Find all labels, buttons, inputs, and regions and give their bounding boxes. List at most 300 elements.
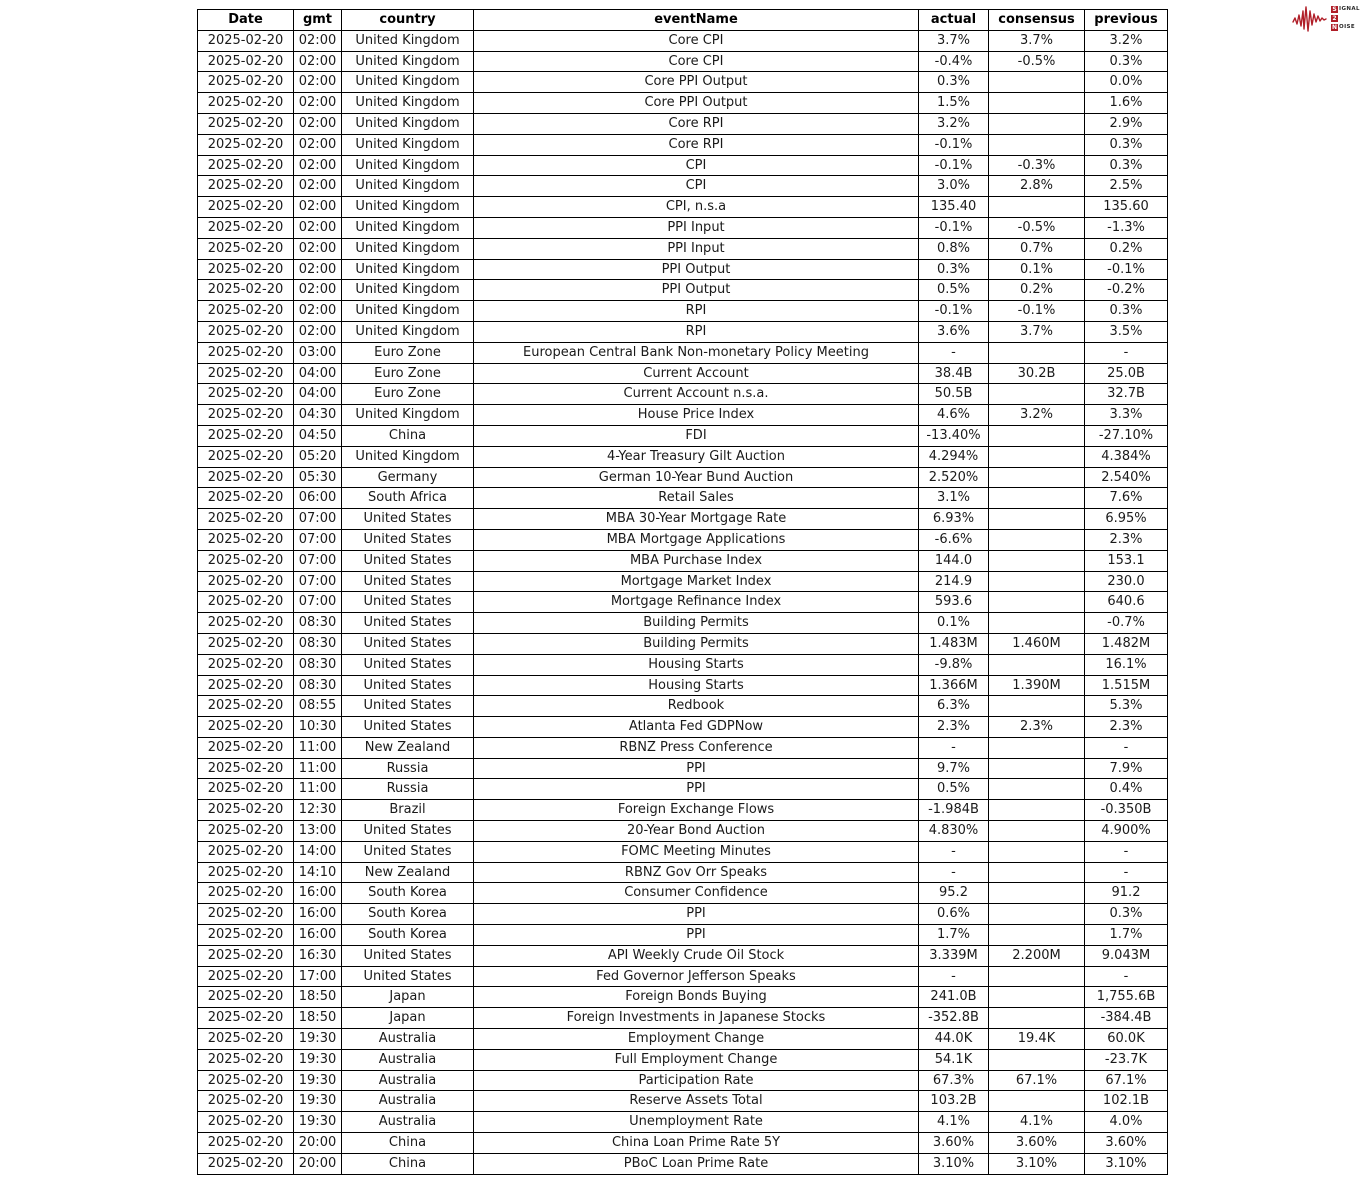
table-cell-date: 2025-02-20 — [198, 862, 294, 883]
table-cell-actual: 2.520% — [919, 467, 989, 488]
table-cell-consensus — [989, 113, 1085, 134]
table-cell-consensus: 67.1% — [989, 1070, 1085, 1091]
table-cell-consensus: 30.2B — [989, 363, 1085, 384]
table-cell-eventname: China Loan Prime Rate 5Y — [474, 1133, 919, 1154]
table-cell-gmt: 11:00 — [294, 758, 342, 779]
table-cell-previous: 9.043M — [1085, 945, 1168, 966]
table-cell-date: 2025-02-20 — [198, 280, 294, 301]
table-cell-date: 2025-02-20 — [198, 1029, 294, 1050]
table-cell-actual: 1.5% — [919, 93, 989, 114]
table-cell-previous: 153.1 — [1085, 550, 1168, 571]
table-cell-country: Euro Zone — [342, 384, 474, 405]
table-cell-actual: 0.8% — [919, 238, 989, 259]
table-cell-eventname: API Weekly Crude Oil Stock — [474, 945, 919, 966]
table-cell-country: Australia — [342, 1091, 474, 1112]
table-cell-country: United Kingdom — [342, 72, 474, 93]
table-cell-eventname: Core CPI — [474, 51, 919, 72]
table-cell-actual: -13.40% — [919, 425, 989, 446]
table-row — [198, 821, 1168, 842]
table-cell-gmt: 04:30 — [294, 405, 342, 426]
table-cell-date: 2025-02-20 — [198, 1091, 294, 1112]
table-cell-date: 2025-02-20 — [198, 259, 294, 280]
table-cell-gmt: 02:00 — [294, 197, 342, 218]
table-cell-date: 2025-02-20 — [198, 113, 294, 134]
table-row — [198, 592, 1168, 613]
table-cell-date: 2025-02-20 — [198, 467, 294, 488]
table-cell-previous: - — [1085, 342, 1168, 363]
table-cell-previous: 3.5% — [1085, 321, 1168, 342]
table-cell-previous: 2.3% — [1085, 717, 1168, 738]
table-row — [198, 800, 1168, 821]
table-cell-previous: -23.7K — [1085, 1049, 1168, 1070]
table-row — [198, 467, 1168, 488]
table-cell-previous: 4.384% — [1085, 446, 1168, 467]
column-header-country: country — [342, 10, 474, 31]
table-cell-previous: 0.3% — [1085, 155, 1168, 176]
table-cell-eventname: PPI Output — [474, 259, 919, 280]
table-cell-gmt: 04:00 — [294, 384, 342, 405]
table-cell-eventname: Building Permits — [474, 613, 919, 634]
table-cell-gmt: 04:00 — [294, 363, 342, 384]
table-cell-actual: -352.8B — [919, 1008, 989, 1029]
table-row — [198, 904, 1168, 925]
table-row — [198, 342, 1168, 363]
table-cell-consensus — [989, 883, 1085, 904]
table-cell-gmt: 20:00 — [294, 1153, 342, 1174]
table-row — [198, 155, 1168, 176]
table-cell-country: United Kingdom — [342, 176, 474, 197]
table-cell-date: 2025-02-20 — [198, 509, 294, 530]
table-cell-consensus: 3.7% — [989, 321, 1085, 342]
table-cell-date: 2025-02-20 — [198, 1112, 294, 1133]
table-cell-eventname: Current Account n.s.a. — [474, 384, 919, 405]
table-cell-date: 2025-02-20 — [198, 1153, 294, 1174]
table-cell-country: United Kingdom — [342, 259, 474, 280]
table-cell-gmt: 16:00 — [294, 904, 342, 925]
table-cell-gmt: 02:00 — [294, 301, 342, 322]
table-cell-country: United States — [342, 696, 474, 717]
table-cell-previous: 135.60 — [1085, 197, 1168, 218]
table-cell-previous: 0.3% — [1085, 134, 1168, 155]
table-row — [198, 1112, 1168, 1133]
table-cell-actual: -1.984B — [919, 800, 989, 821]
table-cell-consensus: 0.7% — [989, 238, 1085, 259]
table-cell-actual: - — [919, 966, 989, 987]
table-cell-actual: -0.1% — [919, 134, 989, 155]
table-cell-date: 2025-02-20 — [198, 675, 294, 696]
table-cell-country: South Africa — [342, 488, 474, 509]
table-cell-gmt: 16:30 — [294, 945, 342, 966]
table-cell-gmt: 07:00 — [294, 592, 342, 613]
table-cell-previous: -27.10% — [1085, 425, 1168, 446]
table-cell-country: Japan — [342, 1008, 474, 1029]
table-cell-consensus: -0.5% — [989, 217, 1085, 238]
table-row — [198, 696, 1168, 717]
table-row — [198, 675, 1168, 696]
table-cell-actual: -6.6% — [919, 529, 989, 550]
table-cell-gmt: 05:20 — [294, 446, 342, 467]
table-cell-date: 2025-02-20 — [198, 342, 294, 363]
table-cell-country: United Kingdom — [342, 301, 474, 322]
table-cell-previous: 0.4% — [1085, 779, 1168, 800]
table-cell-date: 2025-02-20 — [198, 72, 294, 93]
table-cell-date: 2025-02-20 — [198, 571, 294, 592]
table-cell-gmt: 16:00 — [294, 925, 342, 946]
table-cell-country: Australia — [342, 1112, 474, 1133]
table-cell-previous: 4.0% — [1085, 1112, 1168, 1133]
table-cell-actual: 241.0B — [919, 987, 989, 1008]
table-cell-eventname: European Central Bank Non-monetary Policy Meeting — [474, 342, 919, 363]
table-cell-eventname: FDI — [474, 425, 919, 446]
table-cell-actual: 67.3% — [919, 1070, 989, 1091]
table-row — [198, 654, 1168, 675]
table-cell-gmt: 02:00 — [294, 280, 342, 301]
table-cell-date: 2025-02-20 — [198, 613, 294, 634]
table-cell-actual: 0.3% — [919, 259, 989, 280]
table-cell-consensus — [989, 592, 1085, 613]
table-row — [198, 134, 1168, 155]
logo-text — [1331, 5, 1360, 31]
table-cell-country: United States — [342, 654, 474, 675]
table-cell-country: United States — [342, 945, 474, 966]
table-row — [198, 1008, 1168, 1029]
table-cell-actual: - — [919, 342, 989, 363]
table-cell-date: 2025-02-20 — [198, 717, 294, 738]
table-row — [198, 30, 1168, 51]
table-cell-consensus — [989, 529, 1085, 550]
table-cell-gmt: 12:30 — [294, 800, 342, 821]
table-cell-eventname: MBA Purchase Index — [474, 550, 919, 571]
logo-line-noise — [1331, 23, 1360, 31]
table-cell-gmt: 19:30 — [294, 1049, 342, 1070]
table-cell-actual: 44.0K — [919, 1029, 989, 1050]
table-cell-previous: 1.482M — [1085, 633, 1168, 654]
table-cell-actual: - — [919, 737, 989, 758]
table-cell-previous: 6.95% — [1085, 509, 1168, 530]
table-cell-eventname: Core RPI — [474, 113, 919, 134]
table-cell-eventname: PPI — [474, 779, 919, 800]
table-cell-consensus — [989, 550, 1085, 571]
table-cell-country: Australia — [342, 1049, 474, 1070]
table-cell-country: South Korea — [342, 883, 474, 904]
table-row — [198, 737, 1168, 758]
table-cell-eventname: CPI — [474, 176, 919, 197]
table-cell-previous: 3.60% — [1085, 1133, 1168, 1154]
table-row — [198, 966, 1168, 987]
table-cell-date: 2025-02-20 — [198, 134, 294, 155]
table-cell-previous: 0.2% — [1085, 238, 1168, 259]
table-cell-actual: -0.4% — [919, 51, 989, 72]
table-cell-previous: 0.3% — [1085, 301, 1168, 322]
table-cell-country: United States — [342, 717, 474, 738]
table-row — [198, 301, 1168, 322]
table-cell-consensus — [989, 509, 1085, 530]
table-cell-actual: 6.93% — [919, 509, 989, 530]
logo-line-2 — [1331, 14, 1360, 22]
table-cell-actual: 54.1K — [919, 1049, 989, 1070]
table-cell-gmt: 19:30 — [294, 1091, 342, 1112]
table-cell-consensus — [989, 654, 1085, 675]
table-row — [198, 425, 1168, 446]
logo-letterbox-s: S — [1332, 5, 1337, 13]
table-cell-eventname: MBA 30-Year Mortgage Rate — [474, 509, 919, 530]
table-cell-eventname: Full Employment Change — [474, 1049, 919, 1070]
column-header-consensus: consensus — [989, 10, 1085, 31]
table-cell-gmt: 04:50 — [294, 425, 342, 446]
table-cell-actual: 3.7% — [919, 30, 989, 51]
table-cell-country: Euro Zone — [342, 342, 474, 363]
table-cell-gmt: 07:00 — [294, 571, 342, 592]
table-cell-eventname: CPI, n.s.a — [474, 197, 919, 218]
table-row — [198, 113, 1168, 134]
table-cell-consensus — [989, 425, 1085, 446]
table-row — [198, 259, 1168, 280]
table-cell-country: Euro Zone — [342, 363, 474, 384]
table-cell-previous: - — [1085, 841, 1168, 862]
table-row — [198, 925, 1168, 946]
table-row — [198, 72, 1168, 93]
table-cell-country: South Korea — [342, 925, 474, 946]
table-cell-eventname: PPI — [474, 925, 919, 946]
table-cell-date: 2025-02-20 — [198, 654, 294, 675]
table-row — [198, 1029, 1168, 1050]
table-cell-country: Australia — [342, 1029, 474, 1050]
table-cell-consensus: 3.7% — [989, 30, 1085, 51]
table-cell-date: 2025-02-20 — [198, 488, 294, 509]
table-cell-country: South Korea — [342, 904, 474, 925]
table-cell-gmt: 02:00 — [294, 238, 342, 259]
table-row — [198, 1070, 1168, 1091]
table-cell-previous: - — [1085, 862, 1168, 883]
table-cell-eventname: FOMC Meeting Minutes — [474, 841, 919, 862]
table-cell-consensus — [989, 800, 1085, 821]
table-cell-country: United States — [342, 675, 474, 696]
table-cell-eventname: RPI — [474, 301, 919, 322]
table-cell-consensus — [989, 821, 1085, 842]
table-cell-gmt: 08:30 — [294, 675, 342, 696]
table-cell-actual: 3.0% — [919, 176, 989, 197]
table-cell-eventname: Participation Rate — [474, 1070, 919, 1091]
table-cell-actual: 0.3% — [919, 72, 989, 93]
table-cell-gmt: 02:00 — [294, 93, 342, 114]
table-cell-previous: -0.7% — [1085, 613, 1168, 634]
table-row — [198, 945, 1168, 966]
column-header-eventname: eventName — [474, 10, 919, 31]
table-cell-previous: -0.350B — [1085, 800, 1168, 821]
table-cell-consensus — [989, 987, 1085, 1008]
table-cell-consensus — [989, 134, 1085, 155]
table-cell-gmt: 07:00 — [294, 529, 342, 550]
table-cell-eventname: Current Account — [474, 363, 919, 384]
table-cell-gmt: 08:55 — [294, 696, 342, 717]
table-cell-country: New Zealand — [342, 737, 474, 758]
table-cell-eventname: 20-Year Bond Auction — [474, 821, 919, 842]
table-cell-country: United Kingdom — [342, 93, 474, 114]
table-cell-actual: 144.0 — [919, 550, 989, 571]
table-cell-eventname: PPI — [474, 758, 919, 779]
table-cell-country: United Kingdom — [342, 446, 474, 467]
table-cell-eventname: Foreign Investments in Japanese Stocks — [474, 1008, 919, 1029]
table-cell-previous: 640.6 — [1085, 592, 1168, 613]
table-cell-consensus: -0.3% — [989, 155, 1085, 176]
table-row — [198, 363, 1168, 384]
table-cell-previous: 1.6% — [1085, 93, 1168, 114]
table-cell-country: Russia — [342, 758, 474, 779]
table-cell-date: 2025-02-20 — [198, 217, 294, 238]
table-cell-country: United Kingdom — [342, 217, 474, 238]
table-cell-eventname: Reserve Assets Total — [474, 1091, 919, 1112]
table-cell-previous: -0.1% — [1085, 259, 1168, 280]
table-row — [198, 1091, 1168, 1112]
table-cell-consensus — [989, 841, 1085, 862]
table-cell-gmt: 03:00 — [294, 342, 342, 363]
table-cell-consensus: 2.200M — [989, 945, 1085, 966]
table-cell-eventname: German 10-Year Bund Auction — [474, 467, 919, 488]
table-cell-gmt: 19:30 — [294, 1070, 342, 1091]
table-cell-eventname: Core PPI Output — [474, 72, 919, 93]
table-cell-country: United States — [342, 613, 474, 634]
table-cell-previous: 2.540% — [1085, 467, 1168, 488]
table-cell-gmt: 17:00 — [294, 966, 342, 987]
table-cell-gmt: 19:30 — [294, 1112, 342, 1133]
table-cell-eventname: PPI — [474, 904, 919, 925]
table-cell-eventname: Core CPI — [474, 30, 919, 51]
table-cell-gmt: 16:00 — [294, 883, 342, 904]
table-cell-date: 2025-02-20 — [198, 966, 294, 987]
table-cell-previous: 3.10% — [1085, 1153, 1168, 1174]
table-cell-actual: 1.366M — [919, 675, 989, 696]
table-cell-date: 2025-02-20 — [198, 321, 294, 342]
waveform-icon — [1292, 2, 1334, 34]
table-cell-actual: 9.7% — [919, 758, 989, 779]
table-cell-country: New Zealand — [342, 862, 474, 883]
table-cell-actual: 6.3% — [919, 696, 989, 717]
table-cell-actual: 135.40 — [919, 197, 989, 218]
table-cell-actual: 4.294% — [919, 446, 989, 467]
table-cell-actual: 3.2% — [919, 113, 989, 134]
table-row — [198, 758, 1168, 779]
table-cell-actual: 3.1% — [919, 488, 989, 509]
table-cell-country: Australia — [342, 1070, 474, 1091]
table-cell-gmt: 02:00 — [294, 72, 342, 93]
table-cell-gmt: 14:10 — [294, 862, 342, 883]
table-cell-previous: 60.0K — [1085, 1029, 1168, 1050]
table-cell-date: 2025-02-20 — [198, 883, 294, 904]
signal2noise-logo — [1292, 2, 1360, 34]
table-cell-gmt: 19:30 — [294, 1029, 342, 1050]
table-cell-consensus — [989, 966, 1085, 987]
column-header-date: Date — [198, 10, 294, 31]
table-cell-actual: 1.7% — [919, 925, 989, 946]
table-row — [198, 51, 1168, 72]
table-cell-country: United Kingdom — [342, 113, 474, 134]
table-cell-country: United Kingdom — [342, 30, 474, 51]
table-row — [198, 384, 1168, 405]
table-cell-country: United States — [342, 592, 474, 613]
table-cell-country: China — [342, 1153, 474, 1174]
table-cell-consensus: -0.5% — [989, 51, 1085, 72]
table-cell-date: 2025-02-20 — [198, 405, 294, 426]
table-cell-consensus — [989, 613, 1085, 634]
table-cell-consensus — [989, 758, 1085, 779]
table-cell-previous: 102.1B — [1085, 1091, 1168, 1112]
table-cell-country: Germany — [342, 467, 474, 488]
table-cell-consensus — [989, 1091, 1085, 1112]
table-cell-date: 2025-02-20 — [198, 363, 294, 384]
table-cell-country: Russia — [342, 779, 474, 800]
table-cell-eventname: PPI Input — [474, 238, 919, 259]
table-cell-gmt: 02:00 — [294, 176, 342, 197]
table-cell-date: 2025-02-20 — [198, 301, 294, 322]
table-cell-country: United States — [342, 509, 474, 530]
table-cell-consensus — [989, 737, 1085, 758]
table-cell-country: United Kingdom — [342, 280, 474, 301]
table-cell-eventname: Redbook — [474, 696, 919, 717]
table-cell-consensus: 0.2% — [989, 280, 1085, 301]
table-cell-previous: 2.5% — [1085, 176, 1168, 197]
table-row — [198, 550, 1168, 571]
table-cell-date: 2025-02-20 — [198, 1049, 294, 1070]
table-cell-actual: 0.5% — [919, 779, 989, 800]
table-row — [198, 633, 1168, 654]
logo-line-signal — [1331, 5, 1360, 13]
table-cell-country: United States — [342, 529, 474, 550]
table-cell-gmt: 07:00 — [294, 509, 342, 530]
table-cell-date: 2025-02-20 — [198, 529, 294, 550]
table-row — [198, 862, 1168, 883]
table-cell-consensus — [989, 446, 1085, 467]
table-cell-gmt: 18:50 — [294, 1008, 342, 1029]
table-cell-gmt: 05:30 — [294, 467, 342, 488]
table-cell-date: 2025-02-20 — [198, 176, 294, 197]
table-cell-consensus — [989, 467, 1085, 488]
table-cell-consensus — [989, 696, 1085, 717]
table-row — [198, 446, 1168, 467]
table-cell-eventname: Employment Change — [474, 1029, 919, 1050]
table-cell-previous: 25.0B — [1085, 363, 1168, 384]
table-cell-eventname: Building Permits — [474, 633, 919, 654]
table-cell-country: United States — [342, 966, 474, 987]
table-cell-actual: - — [919, 841, 989, 862]
table-cell-gmt: 11:00 — [294, 737, 342, 758]
table-row — [198, 238, 1168, 259]
table-cell-previous: 2.3% — [1085, 529, 1168, 550]
table-cell-previous: -1.3% — [1085, 217, 1168, 238]
table-cell-gmt: 08:30 — [294, 613, 342, 634]
table-cell-date: 2025-02-20 — [198, 425, 294, 446]
table-cell-date: 2025-02-20 — [198, 696, 294, 717]
table-cell-consensus — [989, 779, 1085, 800]
table-cell-actual: 3.6% — [919, 321, 989, 342]
table-cell-actual: 4.6% — [919, 405, 989, 426]
table-cell-eventname: Housing Starts — [474, 675, 919, 696]
table-cell-country: United States — [342, 821, 474, 842]
table-cell-previous: 3.2% — [1085, 30, 1168, 51]
table-cell-country: United States — [342, 841, 474, 862]
table-cell-country: United Kingdom — [342, 51, 474, 72]
table-cell-date: 2025-02-20 — [198, 30, 294, 51]
table-cell-consensus: 4.1% — [989, 1112, 1085, 1133]
table-row — [198, 1049, 1168, 1070]
table-cell-eventname: Foreign Exchange Flows — [474, 800, 919, 821]
table-cell-date: 2025-02-20 — [198, 592, 294, 613]
table-cell-previous: 230.0 — [1085, 571, 1168, 592]
table-cell-consensus: 1.460M — [989, 633, 1085, 654]
table-cell-actual: 0.5% — [919, 280, 989, 301]
events-table — [197, 9, 1168, 1175]
table-cell-eventname: MBA Mortgage Applications — [474, 529, 919, 550]
table-cell-date: 2025-02-20 — [198, 904, 294, 925]
